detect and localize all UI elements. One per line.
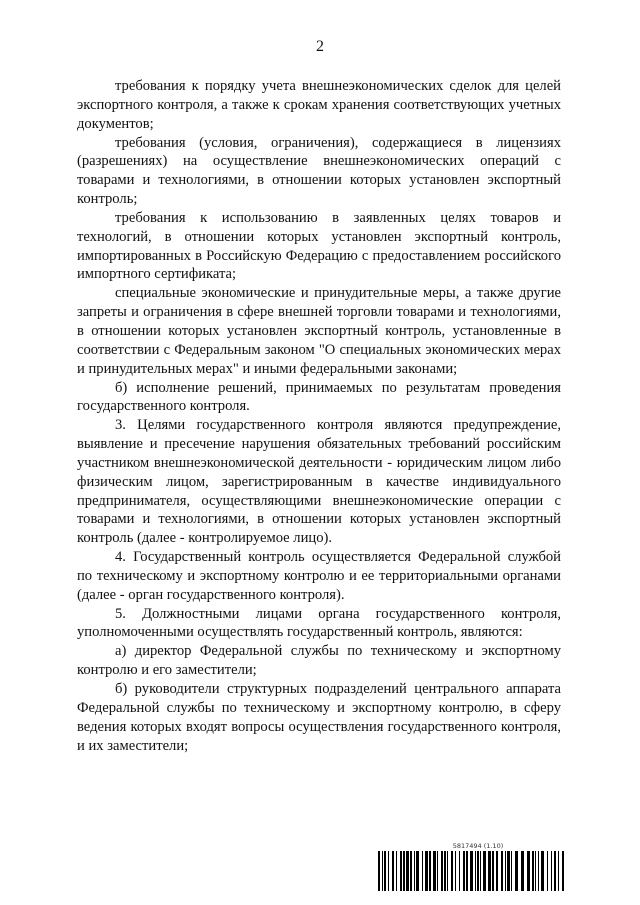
paragraph: а) директор Федеральной службы по техническому и экспортному контролю и его заместители; xyxy=(77,643,561,679)
barcode-icon xyxy=(378,851,566,891)
paragraph: б) руководители структурных подразделений центрального аппарата Федеральной службы по техническому и экспортному контролю, в сферу ведения которых входят вопросы осуществления государственного контроля, и их заместители; xyxy=(77,681,561,754)
paragraph: б) исполнение решений, принимаемых по результатам проведения государственного контроля. xyxy=(77,379,561,415)
document-body xyxy=(77,77,561,755)
paragraph: требования к использованию в заявленных целях товаров и технологий, в отношении которых установлен экспортный контроль, импортированных в Российскую Федерацию с предоставлением российского импортного сертификата; xyxy=(77,209,561,283)
paragraph: 4. Государственный контроль осуществляется Федеральной службой по техническому и экспортному контролю и ее территориальными органами (далее - орган государственного контроля). xyxy=(77,549,561,603)
paragraph: требования к порядку учета внешнеэкономических сделок для целей экспортного контроля, а также к срокам хранения соответствующих учетных документов; xyxy=(77,78,561,132)
paragraph: специальные экономические и принудительные меры, а также другие запреты и ограничения в сфере внешней торговли товарами и технологиями, в отношении которых установлен экспортный контроль, установленные в соответствии с Федеральным законом "О специальных экономических мерах и принудительных мерах" и иными федеральными законами; xyxy=(77,285,561,377)
paragraph: 5. Должностными лицами органа государственного контроля, уполномоченными осуществлять государственный контроль, являются: xyxy=(77,605,561,641)
paragraph: 3. Целями государственного контроля являются предупреждение, выявление и пресечение нарушения обязательных требований российским участником внешнеэкономической деятельности - юридическим лицом либо физическим лицом, зарегистрированным в качестве индивидуального предпринимателя, осуществляющими внешнеэкономические операции с товарами и технологиями, в отношении которых установлен экспортный контроль (далее - контролируемое лицо). xyxy=(77,417,561,547)
document-code: 5817494 (1.10) xyxy=(452,842,504,850)
page-number: 2 xyxy=(316,38,324,55)
document-footer xyxy=(378,842,566,891)
paragraph: требования (условия, ограничения), содержащиеся в лицензиях (разрешениях) на осуществление внешнеэкономических операций с товарами и технологиями, в отношении которых установлен экспортный контроль; xyxy=(77,134,561,208)
